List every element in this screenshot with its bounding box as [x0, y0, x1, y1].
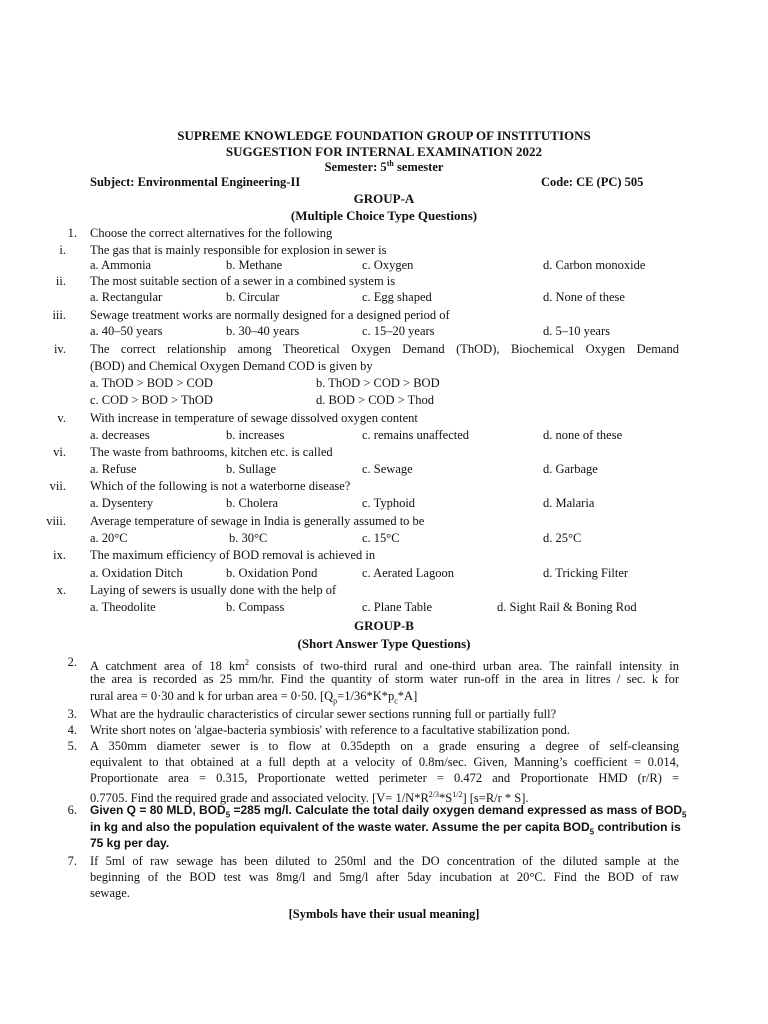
question-2-line2: the area is recorded as 25 mm/hr. Find the quantity of storm water run-off in the area in litres / sec. k for: [90, 672, 679, 686]
mcq-vii-options: a. Dysentery b. Cholera c. Typhoid d. Malaria: [90, 496, 595, 510]
footer-note: [Symbols have their usual meaning]: [288, 907, 480, 921]
group-a-subtitle: (Multiple Choice Type Questions): [290, 208, 478, 223]
mcq-ii: ii. The most suitable section of a sewer in a combined system is: [55, 274, 396, 288]
question-2-line3: rural area = 0·30 and k for urban area = 0·50. $[Q_p=1/36*K*p_c*A]$: [90, 689, 418, 706]
mcq-ix-options: a. Oxidation Ditch b. Oxidation Pond c. Aerated Lagoon d. Tricking Filter: [90, 566, 629, 580]
group-b-title: GROUP-B: [354, 618, 414, 633]
mcq-vi-options: a. Refuse b. Sullage c. Sewage d. Garbage: [90, 462, 598, 476]
group-b-subtitle: (Short Answer Type Questions): [297, 636, 471, 651]
mcq-iv-options-2: c. COD > BOD > ThOD d. BOD > COD > Thod: [90, 393, 435, 407]
mcq-vii: vii. Which of the following is not a waterborne disease?: [49, 479, 351, 493]
group-a-title: GROUP-A: [353, 191, 415, 206]
question-5-line2: equivalent to that obtained at a full depth at a velocity of 0.8m/sec. Given, Manning’s coefficient = 0.014,: [90, 755, 679, 769]
question-6: 6. Given Q = 80 MLD, $BOD_5 =285$ mg/l. Calculate the total daily oxygen demand expressed as mass of $BOD_5$: [67, 803, 687, 820]
question-4: 4. Write short notes on 'algae-bacteria symbiosis' with reference to a facultative stabilization pond.: [67, 723, 570, 737]
mcq-iii-options: a. 40–50 years b. 30–40 years c. 15–20 years d. 5–10 years: [90, 324, 610, 338]
question-7-line2: beginning of the BOD test was 8mg/l and 5mg/l after 5day incubation at 20°C. Find the BOD of raw: [90, 870, 679, 884]
question-5-line3: Proportionate area = 0.315, Proportionate wetted perimeter = 0.472 and Proportionate HMD (r/R) =: [90, 771, 679, 785]
mcq-v-options: a. decreases b. increases c. remains unaffected d. none of these: [90, 428, 623, 442]
mcq-iv: iv. The correct relationship among Theoretical Oxygen Demand (ThOD), Biochemical Oxygen Demand: [53, 342, 679, 356]
suggestion-title: SUGGESTION FOR INTERNAL EXAMINATION 2022: [225, 144, 543, 159]
mcq-vi: vi. The waste from bathrooms, kitchen etc. is called: [53, 445, 333, 459]
institution-title: SUPREME KNOWLEDGE FOUNDATION GROUP OF INSTITUTIONS: [177, 128, 591, 143]
question-5-line4: 0.7705. Find the required grade and associated velocity. $[V= 1/N*R^{2/3}*S^{1/2}]$ [s=R/r * S].: [90, 790, 529, 806]
question-6-line3: 75 kg per day.: [90, 836, 170, 850]
mcq-ix: ix. The maximum efficiency of BOD removal is achieved in: [53, 548, 376, 562]
question-3: 3. What are the hydraulic characteristics of circular sewer sections running full or partially full?: [67, 707, 557, 721]
mcq-iv-line2: (BOD) and Chemical Oxygen Demand COD is given by: [90, 359, 373, 373]
mcq-i: i. The gas that is mainly responsible for explosion in sewer is: [59, 243, 387, 257]
mcq-viii-options: a. 20°C b. 30°C c. 15°C d. 25°C: [90, 531, 582, 545]
question-1: 1. Choose the correct alternatives for the following: [67, 226, 333, 240]
subject-code: Code: CE (PC) 505: [541, 175, 644, 189]
question-7-line3: sewage.: [90, 886, 130, 900]
subject-line: Subject: Environmental Engineering-II: [90, 175, 301, 189]
mcq-viii: viii. Average temperature of sewage in India is generally assumed to be: [46, 514, 425, 528]
question-7: 7. If 5ml of raw sewage has been diluted to 250ml and the DO concentration of the diluted sample at the: [67, 854, 679, 868]
mcq-v: v. With increase in temperature of sewage dissolved oxygen content: [57, 411, 418, 425]
mcq-ii-options: a. Rectangular b. Circular c. Egg shaped d. None of these: [90, 290, 625, 304]
mcq-iii: iii. Sewage treatment works are normally designed for a designed period of: [52, 308, 450, 322]
semester-line: Semester: 5th semester: [324, 159, 444, 175]
mcq-i-options: a. Ammonia b. Methane c. Oxygen d. Carbon monoxide: [90, 258, 646, 272]
question-5: 5. A 350mm diameter sewer is to flow at 0.35depth on a grade ensuring a degree of self-cleansing: [67, 739, 679, 753]
question-2: 2. A catchment area of 18 $km^2$ consists of two-third rural and one-third urban area. The rainfall intensity in: [67, 655, 679, 674]
mcq-iv-options-1: a. ThOD > BOD > COD b. ThOD > COD > BOD: [90, 376, 440, 390]
mcq-x-options: a. Theodolite b. Compass c. Plane Table d. Sight Rail & Boning Rod: [90, 600, 637, 614]
question-6-line2: in kg and also the population equivalent of the waste water. Assume the per capita $BOD_5$ contribution is: [90, 820, 681, 837]
mcq-x: x. Laying of sewers is usually done with the help of: [56, 583, 337, 597]
